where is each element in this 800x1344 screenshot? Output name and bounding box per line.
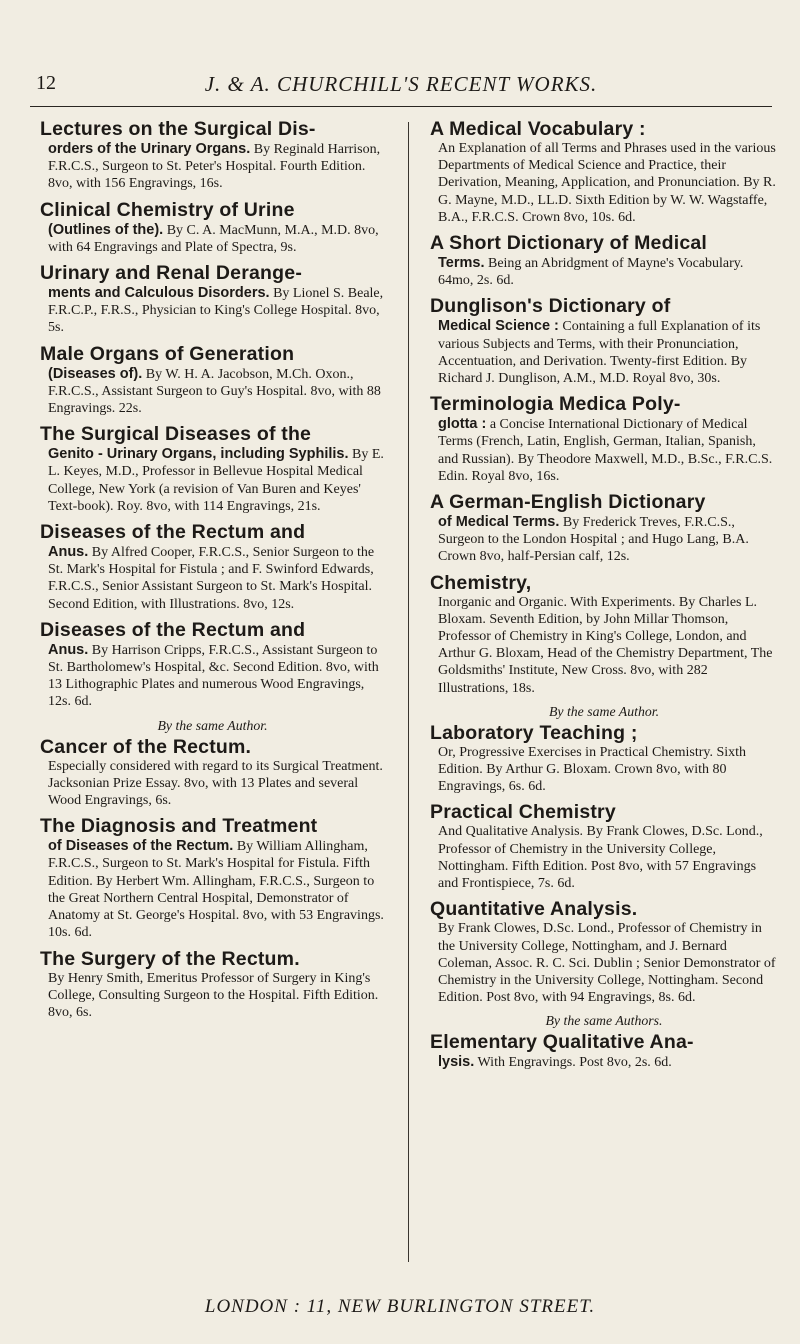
entry-body <box>430 254 778 289</box>
entry-title: Cancer of the Rectum. <box>40 735 252 758</box>
entry-body <box>40 758 385 810</box>
entry-subtitle: Anus. <box>48 544 89 561</box>
book-entry <box>40 199 385 256</box>
entry-subtitle: lysis. <box>438 1054 475 1071</box>
byline: By the same Author. <box>548 703 660 719</box>
entry-title: Quantitative Analysis. <box>430 898 638 921</box>
entry-body <box>40 641 385 711</box>
entry-title: Lectures on the Surgical Dis- <box>40 118 316 140</box>
entry-title: Urinary and Renal Derange- <box>40 262 303 285</box>
entry-body <box>430 920 778 1006</box>
entry-title: A German-English Dictionary <box>430 491 706 514</box>
entry-title: A Medical Vocabulary : <box>430 118 646 140</box>
entry-subtitle: orders of the Urinary Organs. <box>48 141 251 157</box>
entry-title: Clinical Chemistry of Urine <box>40 198 295 221</box>
entry-subtitle: of Medical Terms. <box>438 514 560 531</box>
book-entry <box>40 343 385 418</box>
entry-subtitle: of Diseases of the Rectum. <box>48 838 234 855</box>
entry-title: Terminologia Medica Poly- <box>430 393 681 416</box>
entry-body <box>430 317 778 387</box>
entry-description: By Frank Clowes, D.Sc. Lond., Professor of Chemistry in the University College, Nottingham, and J. Bernard Coleman, Assoc. R. C. Sci. Dublin ; Senior Demonstrator of Chemistry in the University College, Nottingham. Second Edition. Post 8vo, with 94 Engravings, 8s. 6d. <box>438 921 776 1006</box>
entry-body <box>430 415 778 485</box>
entry-description: And Qualitative Analysis. By Frank Clowes, D.Sc. Lond., Professor of Chemistry in the University College, Nottingham. Fifth Edition. Post 8vo, with 57 Engravings and Frontispiece, 7s. 6d. <box>438 824 763 892</box>
right-column <box>430 118 778 1078</box>
book-entry <box>40 619 385 711</box>
entry-description: By E. L. Keyes, M.D., Professor in Bellevue Hospital Medical College, New York (a revision of Van Buren and Keyes' Text-book). Roy. 8vo, with 114 Engravings, 21s. <box>48 447 384 514</box>
entry-description: Inorganic and Organic. With Experiments. By Charles L. Bloxam. Seventh Edition, by John Millar Thomson, Professor of Chemistry in King's College, London, and Arthur G. Bloxam, Head of the Chemistry Department, The Goldsmiths' Institute, New Cross. 8vo, with 282 Illustrations, 18s. <box>438 594 773 696</box>
book-entry <box>430 898 778 1006</box>
entry-subtitle: (Diseases of). <box>48 365 143 382</box>
byline: By the same Authors. <box>545 1013 663 1029</box>
book-entry <box>430 722 778 796</box>
entry-title: A Short Dictionary of Medical <box>430 232 708 255</box>
entry-body <box>430 513 778 566</box>
entry-title: The Surgical Diseases of the <box>40 423 312 446</box>
entry-body <box>430 140 778 226</box>
book-entry <box>40 118 385 193</box>
entry-description: By C. A. MacMunn, M.A., M.D. 8vo, with 64 Engravings and Plate of Spectra, 9s. <box>48 222 379 255</box>
entry-title: The Surgery of the Rectum. <box>40 947 300 970</box>
book-entry <box>430 118 778 226</box>
entry-body <box>40 837 385 941</box>
entry-description: By Frederick Treves, F.R.C.S., Surgeon to the London Hospital ; and Hugo Lang, B.A. Crown 8vo, half-Persian calf, 12s. <box>438 515 749 565</box>
book-entry <box>430 572 778 697</box>
entry-description: By William Allingham, F.R.C.S., Surgeon to St. Mark's Hospital for Fistula. Fifth Edition. By Herbert Wm. Allingham, F.R.C.S., Surgeon to the Great Northern Central Hospital, Demonstrator of Anatomy at St. George's Hospital. 8vo, with 53 Engravings. 10s. 6d. <box>48 839 384 941</box>
entry-subtitle: (Outlines of the). <box>48 221 164 238</box>
entry-description: By Reginald Harrison, F.R.C.S., Surgeon to St. Peter's Hospital. Fourth Edition. 8vo, with 156 Engravings, 16s. <box>48 142 381 192</box>
entry-title: Elementary Qualitative Ana- <box>430 1031 694 1054</box>
entry-subtitle: glotta : <box>438 416 487 433</box>
entry-description: By Lionel S. Beale, F.R.C.P., F.R.S., Physician to King's College Hospital. 8vo, 5s. <box>48 286 384 336</box>
entry-body <box>430 594 778 697</box>
entry-title: The Diagnosis and Treatment <box>40 815 318 838</box>
book-entry <box>430 1031 778 1071</box>
entry-body <box>40 445 385 515</box>
book-entry <box>40 736 385 810</box>
entry-description: a Concise International Dictionary of Medical Terms (French, Latin, English, German, Italian, Spanish, and Russian). By Theodore Maxwell, M.D., B.Sc., F.R.C.S. Edin. Royal 8vo, 16s. <box>438 417 773 484</box>
entry-body <box>40 140 385 193</box>
entry-subtitle: Genito - Urinary Organs, including Syphilis. <box>48 446 349 463</box>
entry-description: With Engravings. Post 8vo, 2s. 6d. <box>477 1055 672 1071</box>
entry-subtitle: Medical Science : <box>438 318 559 335</box>
entry-description: By Henry Smith, Emeritus Professor of Surgery in King's College, Consulting Surgeon to the Hospital. Fifth Edition. 8vo, 6s. <box>48 970 379 1020</box>
entry-body <box>430 744 778 796</box>
page-number: 12 <box>36 72 56 94</box>
columns <box>40 118 780 1266</box>
entry-body <box>40 365 385 418</box>
entry-body <box>40 970 385 1022</box>
running-title: J. & A. CHURCHILL'S RECENT WORKS. <box>204 72 598 96</box>
entry-body <box>40 543 385 613</box>
entry-body <box>40 284 385 337</box>
entry-description: Being an Abridgment of Mayne's Vocabulary. 64mo, 2s. 6d. <box>438 256 744 289</box>
entry-description: An Explanation of all Terms and Phrases used in the various Departments of Medical Science and Practice, their Derivation, Meaning, Application, and Pronunciation. By R. G. Mayne, M.D., LL.D. Sixth Edition by W. W. Wagstaffe, B.A., F.R.C.S. Crown 8vo, 10s. 6d. <box>438 141 776 225</box>
entry-subtitle: Terms. <box>438 255 485 272</box>
entry-title: Diseases of the Rectum and <box>40 521 306 544</box>
entry-description: Or, Progressive Exercises in Practical Chemistry. Sixth Edition. By Arthur G. Bloxam. Crown 8vo, with 80 Engravings, 6s. 6d. <box>438 744 747 795</box>
book-entry <box>40 262 385 337</box>
entry-subtitle: ments and Calculous Disorders. <box>48 285 270 302</box>
book-entry <box>40 815 385 941</box>
entry-title: Chemistry, <box>430 571 532 594</box>
entry-description: Especially considered with regard to its Surgical Treatment. Jacksonian Prize Essay. 8vo, with 13 Plates and several Wood Engravings, 6s. <box>48 758 383 809</box>
entry-description: By Alfred Cooper, F.R.C.S., Senior Surgeon to the St. Mark's Hospital for Fistula ; and F. Swinford Edwards, F.R.C.S., Senior Assistant Surgeon to St. Mark's Hospital. Second Edition, with Illustrations. 8vo, 12s. <box>48 545 375 612</box>
left-column <box>40 118 385 1027</box>
book-entry <box>430 491 778 566</box>
entry-description: By Harrison Cripps, F.R.C.S., Assistant Surgeon to St. Bartholomew's Hospital, &c. Second Edition. 8vo, with 13 Lithographic Plates and numerous Wood Engravings, 12s. 6d. <box>48 642 379 710</box>
byline: By the same Author. <box>157 717 268 733</box>
book-entry <box>430 393 778 485</box>
entry-title: Diseases of the Rectum and <box>40 618 306 641</box>
book-entry <box>430 232 778 289</box>
entry-body <box>430 1053 778 1071</box>
page-header <box>30 72 772 107</box>
column-divider <box>408 122 409 1262</box>
book-entry <box>40 948 385 1022</box>
entry-description: Containing a full Explanation of its various Subjects and Terms, with their Pronunciation, Accentuation, and Derivation. Twenty-first Edition. By Richard J. Dunglison, A.M., M.D. Royal 8vo, 30s. <box>438 319 761 387</box>
entry-title: Practical Chemistry <box>430 801 616 824</box>
book-entry <box>430 295 778 387</box>
book-entry <box>40 423 385 515</box>
entry-subtitle: Anus. <box>48 641 89 658</box>
footer-imprint: LONDON : 11, NEW BURLINGTON STREET. <box>204 1296 596 1317</box>
book-entry <box>430 801 778 892</box>
entry-title: Male Organs of Generation <box>40 342 295 365</box>
entry-title: Dunglison's Dictionary of <box>430 295 671 318</box>
entry-body <box>40 221 385 256</box>
entry-body <box>430 823 778 892</box>
entry-title: Laboratory Teaching ; <box>430 721 638 744</box>
book-entry <box>40 521 385 613</box>
entry-description: By W. H. A. Jacobson, M.Ch. Oxon., F.R.C.S., Assistant Surgeon to Guy's Hospital. 8vo, with 88 Engravings. 22s. <box>48 366 381 417</box>
